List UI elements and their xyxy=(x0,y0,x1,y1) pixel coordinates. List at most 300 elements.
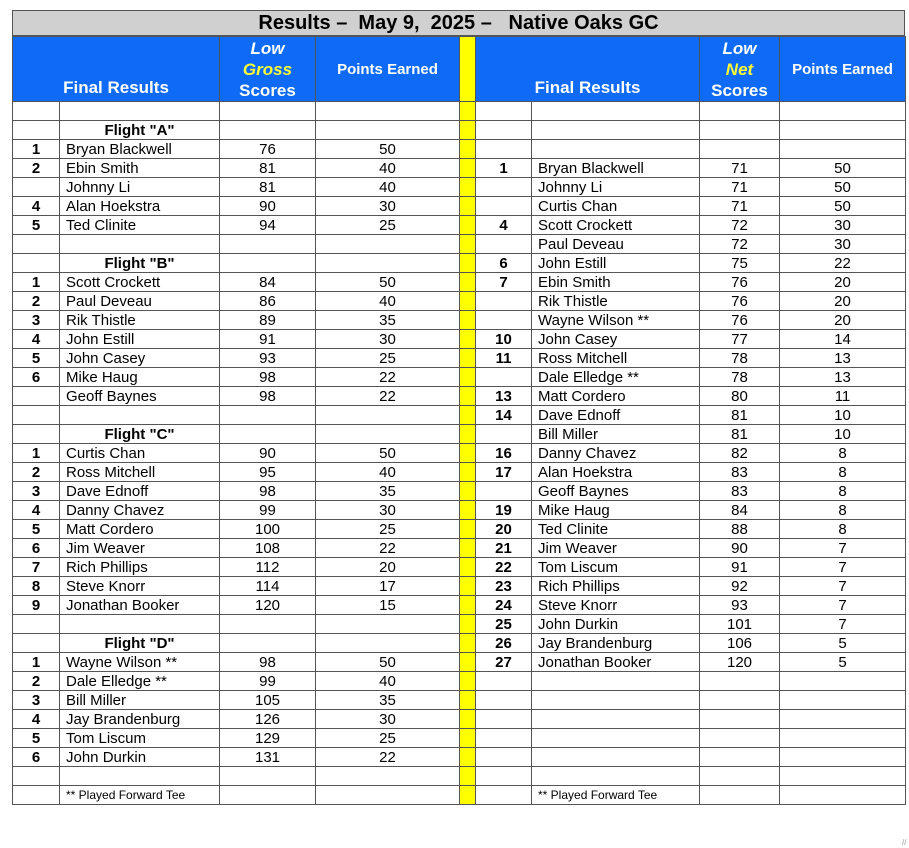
left-flight-label: Flight "B" xyxy=(60,254,220,273)
right-player-name xyxy=(532,748,700,767)
left-points: 22 xyxy=(316,368,460,387)
right-score: 75 xyxy=(700,254,780,273)
left-rank: 4 xyxy=(13,501,60,520)
right-player-name: Tom Liscum xyxy=(532,558,700,577)
left-score: 98 xyxy=(220,653,316,672)
right-rank: 4 xyxy=(476,216,532,235)
table-row xyxy=(13,615,906,634)
table-row xyxy=(13,710,906,729)
right-points xyxy=(780,767,906,786)
column-separator xyxy=(460,767,476,786)
left-rank: 6 xyxy=(13,368,60,387)
left-rank xyxy=(13,767,60,786)
left-score: 86 xyxy=(220,292,316,311)
left-player-name: John Durkin xyxy=(60,748,220,767)
column-separator xyxy=(460,140,476,159)
left-score: 81 xyxy=(220,159,316,178)
table-row xyxy=(13,425,906,444)
right-score xyxy=(700,710,780,729)
right-rank xyxy=(476,197,532,216)
left-player-name: Ebin Smith xyxy=(60,159,220,178)
right-score: 106 xyxy=(700,634,780,653)
right-score: 90 xyxy=(700,539,780,558)
column-separator xyxy=(460,653,476,672)
right-player-name xyxy=(532,729,700,748)
right-score-header-line3: Scores xyxy=(711,80,768,100)
column-separator xyxy=(460,634,476,653)
right-rank xyxy=(476,786,532,805)
right-player-name: Jay Brandenburg xyxy=(532,634,700,653)
left-points: 22 xyxy=(316,748,460,767)
left-points: 25 xyxy=(316,520,460,539)
right-rank xyxy=(476,140,532,159)
right-points: 7 xyxy=(780,596,906,615)
right-rank xyxy=(476,482,532,501)
right-rank: 6 xyxy=(476,254,532,273)
right-rank xyxy=(476,311,532,330)
left-player-name: Geoff Baynes xyxy=(60,387,220,406)
right-score: 83 xyxy=(700,482,780,501)
results-sheet xyxy=(12,10,905,805)
left-points: 25 xyxy=(316,729,460,748)
left-footnote: ** Played Forward Tee xyxy=(60,786,220,805)
table-row xyxy=(13,577,906,596)
left-points: 50 xyxy=(316,273,460,292)
left-points xyxy=(316,121,460,140)
right-score-header xyxy=(700,37,780,102)
right-points xyxy=(780,729,906,748)
right-points: 10 xyxy=(780,425,906,444)
left-player-name: Dave Ednoff xyxy=(60,482,220,501)
left-player-name: Jonathan Booker xyxy=(60,596,220,615)
right-rank xyxy=(476,672,532,691)
left-points: 30 xyxy=(316,501,460,520)
left-score xyxy=(220,121,316,140)
column-separator xyxy=(460,577,476,596)
right-rank xyxy=(476,292,532,311)
left-rank: 3 xyxy=(13,482,60,501)
right-score xyxy=(700,102,780,121)
left-player-name: Curtis Chan xyxy=(60,444,220,463)
left-rank xyxy=(13,634,60,653)
page-title: Results – May 9, 2025 – Native Oaks GC xyxy=(12,10,905,36)
column-separator xyxy=(460,520,476,539)
results-table xyxy=(12,36,906,805)
right-rank xyxy=(476,425,532,444)
left-score: 112 xyxy=(220,558,316,577)
right-score: 101 xyxy=(700,615,780,634)
left-points: 25 xyxy=(316,216,460,235)
column-separator xyxy=(460,273,476,292)
right-points: 8 xyxy=(780,501,906,520)
left-player-name: Steve Knorr xyxy=(60,577,220,596)
left-points: 30 xyxy=(316,710,460,729)
left-points xyxy=(316,406,460,425)
right-player-name: Wayne Wilson ** xyxy=(532,311,700,330)
left-score xyxy=(220,615,316,634)
right-points: 20 xyxy=(780,273,906,292)
left-score: 84 xyxy=(220,273,316,292)
table-row xyxy=(13,729,906,748)
left-rank: 6 xyxy=(13,539,60,558)
right-score xyxy=(700,691,780,710)
right-points: 7 xyxy=(780,558,906,577)
right-rank: 7 xyxy=(476,273,532,292)
right-points: 50 xyxy=(780,159,906,178)
right-points: 8 xyxy=(780,482,906,501)
right-player-name: Scott Crockett xyxy=(532,216,700,235)
column-separator xyxy=(460,37,476,102)
column-separator xyxy=(460,786,476,805)
left-player-name: John Casey xyxy=(60,349,220,368)
column-separator xyxy=(460,197,476,216)
left-player-name: Mike Haug xyxy=(60,368,220,387)
left-player-name: Jay Brandenburg xyxy=(60,710,220,729)
left-points: 40 xyxy=(316,463,460,482)
column-separator xyxy=(460,615,476,634)
right-points: 5 xyxy=(780,634,906,653)
right-player-name: Bill Miller xyxy=(532,425,700,444)
right-player-name: Danny Chavez xyxy=(532,444,700,463)
right-footnote: ** Played Forward Tee xyxy=(532,786,700,805)
right-player-name: Jonathan Booker xyxy=(532,653,700,672)
left-rank: 4 xyxy=(13,710,60,729)
right-rank xyxy=(476,121,532,140)
right-score: 81 xyxy=(700,406,780,425)
left-player-name: Ross Mitchell xyxy=(60,463,220,482)
left-rank xyxy=(13,102,60,121)
table-row xyxy=(13,349,906,368)
left-player-name: Rik Thistle xyxy=(60,311,220,330)
left-player-name: Paul Deveau xyxy=(60,292,220,311)
right-score: 83 xyxy=(700,463,780,482)
left-score: 90 xyxy=(220,444,316,463)
table-row xyxy=(13,653,906,672)
left-score: 114 xyxy=(220,577,316,596)
right-points xyxy=(780,748,906,767)
left-rank xyxy=(13,235,60,254)
left-points: 30 xyxy=(316,197,460,216)
column-separator xyxy=(460,463,476,482)
left-flight-label: Flight "D" xyxy=(60,634,220,653)
left-rank: 8 xyxy=(13,577,60,596)
right-score: 77 xyxy=(700,330,780,349)
left-score: 93 xyxy=(220,349,316,368)
left-points: 40 xyxy=(316,292,460,311)
column-separator xyxy=(460,121,476,140)
right-score: 76 xyxy=(700,273,780,292)
right-rank xyxy=(476,710,532,729)
column-separator xyxy=(460,444,476,463)
right-score: 78 xyxy=(700,349,780,368)
right-points: 7 xyxy=(780,539,906,558)
right-player-name: Ross Mitchell xyxy=(532,349,700,368)
left-score-header-line2: Gross xyxy=(242,59,293,79)
right-points: 20 xyxy=(780,311,906,330)
table-row xyxy=(13,197,906,216)
right-points: 22 xyxy=(780,254,906,273)
table-row xyxy=(13,767,906,786)
right-score xyxy=(700,121,780,140)
right-points: 8 xyxy=(780,444,906,463)
column-separator xyxy=(460,159,476,178)
left-rank: 9 xyxy=(13,596,60,615)
left-player-name: Scott Crockett xyxy=(60,273,220,292)
left-rank: 5 xyxy=(13,216,60,235)
left-score: 99 xyxy=(220,672,316,691)
right-rank: 17 xyxy=(476,463,532,482)
right-player-name: Dale Elledge ** xyxy=(532,368,700,387)
column-separator xyxy=(460,539,476,558)
right-score: 78 xyxy=(700,368,780,387)
right-rank xyxy=(476,691,532,710)
right-points: 13 xyxy=(780,368,906,387)
left-rank: 2 xyxy=(13,672,60,691)
left-points: 35 xyxy=(316,482,460,501)
table-row xyxy=(13,235,906,254)
table-row xyxy=(13,121,906,140)
right-score xyxy=(700,748,780,767)
table-row xyxy=(13,368,906,387)
left-rank: 4 xyxy=(13,197,60,216)
left-score-header xyxy=(220,37,316,102)
right-player-name xyxy=(532,140,700,159)
column-separator xyxy=(460,311,476,330)
right-points: 8 xyxy=(780,520,906,539)
left-points: 50 xyxy=(316,444,460,463)
right-player-name xyxy=(532,710,700,729)
left-points xyxy=(316,254,460,273)
right-rank: 1 xyxy=(476,159,532,178)
right-points xyxy=(780,786,906,805)
right-score: 81 xyxy=(700,425,780,444)
column-separator xyxy=(460,729,476,748)
left-player-name: Bryan Blackwell xyxy=(60,140,220,159)
table-row xyxy=(13,311,906,330)
left-player-name: Jim Weaver xyxy=(60,539,220,558)
right-points-header: Points Earned xyxy=(780,37,906,102)
right-player-name xyxy=(532,672,700,691)
left-score xyxy=(220,406,316,425)
right-score: 93 xyxy=(700,596,780,615)
right-points: 7 xyxy=(780,615,906,634)
table-row xyxy=(13,159,906,178)
right-score: 92 xyxy=(700,577,780,596)
left-score: 98 xyxy=(220,387,316,406)
table-row xyxy=(13,140,906,159)
right-score xyxy=(700,729,780,748)
right-points xyxy=(780,710,906,729)
right-points: 20 xyxy=(780,292,906,311)
right-score: 71 xyxy=(700,159,780,178)
right-player-name: Mike Haug xyxy=(532,501,700,520)
left-points: 22 xyxy=(316,539,460,558)
right-score: 91 xyxy=(700,558,780,577)
right-score xyxy=(700,786,780,805)
left-rank: 3 xyxy=(13,691,60,710)
left-flight-label: Flight "C" xyxy=(60,425,220,444)
left-points xyxy=(316,615,460,634)
left-score: 108 xyxy=(220,539,316,558)
left-player-name: Rich Phillips xyxy=(60,558,220,577)
left-points: 40 xyxy=(316,159,460,178)
left-rank xyxy=(13,254,60,273)
left-rank: 2 xyxy=(13,292,60,311)
column-separator xyxy=(460,482,476,501)
left-score: 99 xyxy=(220,501,316,520)
right-points: 50 xyxy=(780,197,906,216)
left-rank: 7 xyxy=(13,558,60,577)
right-player-name: Johnny Li xyxy=(532,178,700,197)
left-score xyxy=(220,634,316,653)
right-score-header-line1: Low xyxy=(722,38,757,58)
left-rank: 4 xyxy=(13,330,60,349)
left-score: 94 xyxy=(220,216,316,235)
table-row xyxy=(13,330,906,349)
left-player-name xyxy=(60,615,220,634)
column-separator xyxy=(460,406,476,425)
left-rank: 1 xyxy=(13,653,60,672)
left-rank: 1 xyxy=(13,140,60,159)
right-rank: 19 xyxy=(476,501,532,520)
left-points: 50 xyxy=(316,653,460,672)
left-player-name xyxy=(60,406,220,425)
left-score: 131 xyxy=(220,748,316,767)
left-rank: 2 xyxy=(13,159,60,178)
column-separator xyxy=(460,349,476,368)
right-points: 30 xyxy=(780,235,906,254)
left-rank xyxy=(13,786,60,805)
left-final-results-header: Final Results xyxy=(13,37,220,102)
right-rank xyxy=(476,178,532,197)
left-score: 120 xyxy=(220,596,316,615)
left-points-header: Points Earned xyxy=(316,37,460,102)
column-separator xyxy=(460,368,476,387)
table-row xyxy=(13,558,906,577)
left-player-name: Johnny Li xyxy=(60,178,220,197)
right-points: 30 xyxy=(780,216,906,235)
column-separator xyxy=(460,672,476,691)
right-rank: 23 xyxy=(476,577,532,596)
left-points: 22 xyxy=(316,387,460,406)
right-player-name xyxy=(532,767,700,786)
right-score xyxy=(700,672,780,691)
left-points: 40 xyxy=(316,178,460,197)
left-points xyxy=(316,634,460,653)
right-player-name: Geoff Baynes xyxy=(532,482,700,501)
right-player-name: John Durkin xyxy=(532,615,700,634)
left-player-name: Bill Miller xyxy=(60,691,220,710)
table-row xyxy=(13,786,906,805)
column-separator xyxy=(460,501,476,520)
table-row xyxy=(13,292,906,311)
right-rank: 11 xyxy=(476,349,532,368)
right-rank: 27 xyxy=(476,653,532,672)
right-score: 120 xyxy=(700,653,780,672)
table-row xyxy=(13,463,906,482)
right-score: 72 xyxy=(700,216,780,235)
left-rank: 1 xyxy=(13,273,60,292)
right-player-name: Curtis Chan xyxy=(532,197,700,216)
right-score: 71 xyxy=(700,178,780,197)
right-rank: 13 xyxy=(476,387,532,406)
left-score: 100 xyxy=(220,520,316,539)
left-points xyxy=(316,786,460,805)
left-rank: 5 xyxy=(13,520,60,539)
right-player-name: Paul Deveau xyxy=(532,235,700,254)
right-player-name xyxy=(532,102,700,121)
column-separator xyxy=(460,387,476,406)
left-score-header-line3: Scores xyxy=(239,80,296,100)
right-player-name xyxy=(532,691,700,710)
right-player-name: Bryan Blackwell xyxy=(532,159,700,178)
left-score xyxy=(220,102,316,121)
table-row xyxy=(13,501,906,520)
left-score xyxy=(220,254,316,273)
left-score: 95 xyxy=(220,463,316,482)
left-score: 105 xyxy=(220,691,316,710)
right-score: 72 xyxy=(700,235,780,254)
right-rank xyxy=(476,748,532,767)
left-rank: 2 xyxy=(13,463,60,482)
left-rank xyxy=(13,121,60,140)
table-row xyxy=(13,596,906,615)
table-row xyxy=(13,102,906,121)
right-points: 5 xyxy=(780,653,906,672)
left-score: 90 xyxy=(220,197,316,216)
right-player-name: John Estill xyxy=(532,254,700,273)
left-player-name: Ted Clinite xyxy=(60,216,220,235)
right-rank: 10 xyxy=(476,330,532,349)
left-points: 30 xyxy=(316,330,460,349)
right-score: 88 xyxy=(700,520,780,539)
left-points: 40 xyxy=(316,672,460,691)
column-separator xyxy=(460,178,476,197)
left-player-name xyxy=(60,102,220,121)
column-separator xyxy=(460,216,476,235)
column-separator xyxy=(460,596,476,615)
left-rank: 1 xyxy=(13,444,60,463)
table-row xyxy=(13,254,906,273)
right-rank: 24 xyxy=(476,596,532,615)
left-points: 35 xyxy=(316,311,460,330)
right-rank: 14 xyxy=(476,406,532,425)
left-score: 98 xyxy=(220,482,316,501)
left-score: 81 xyxy=(220,178,316,197)
left-points: 17 xyxy=(316,577,460,596)
right-points xyxy=(780,102,906,121)
left-rank: 6 xyxy=(13,748,60,767)
column-separator xyxy=(460,691,476,710)
right-score: 80 xyxy=(700,387,780,406)
left-rank xyxy=(13,387,60,406)
table-row xyxy=(13,273,906,292)
left-points: 25 xyxy=(316,349,460,368)
right-points xyxy=(780,121,906,140)
right-player-name: Steve Knorr xyxy=(532,596,700,615)
left-score-header-line1: Low xyxy=(250,38,285,58)
right-rank xyxy=(476,368,532,387)
left-score: 126 xyxy=(220,710,316,729)
left-rank: 3 xyxy=(13,311,60,330)
column-separator xyxy=(460,330,476,349)
right-player-name: Ebin Smith xyxy=(532,273,700,292)
right-rank xyxy=(476,729,532,748)
right-score: 76 xyxy=(700,311,780,330)
left-rank xyxy=(13,425,60,444)
left-points xyxy=(316,102,460,121)
right-player-name: Rich Phillips xyxy=(532,577,700,596)
